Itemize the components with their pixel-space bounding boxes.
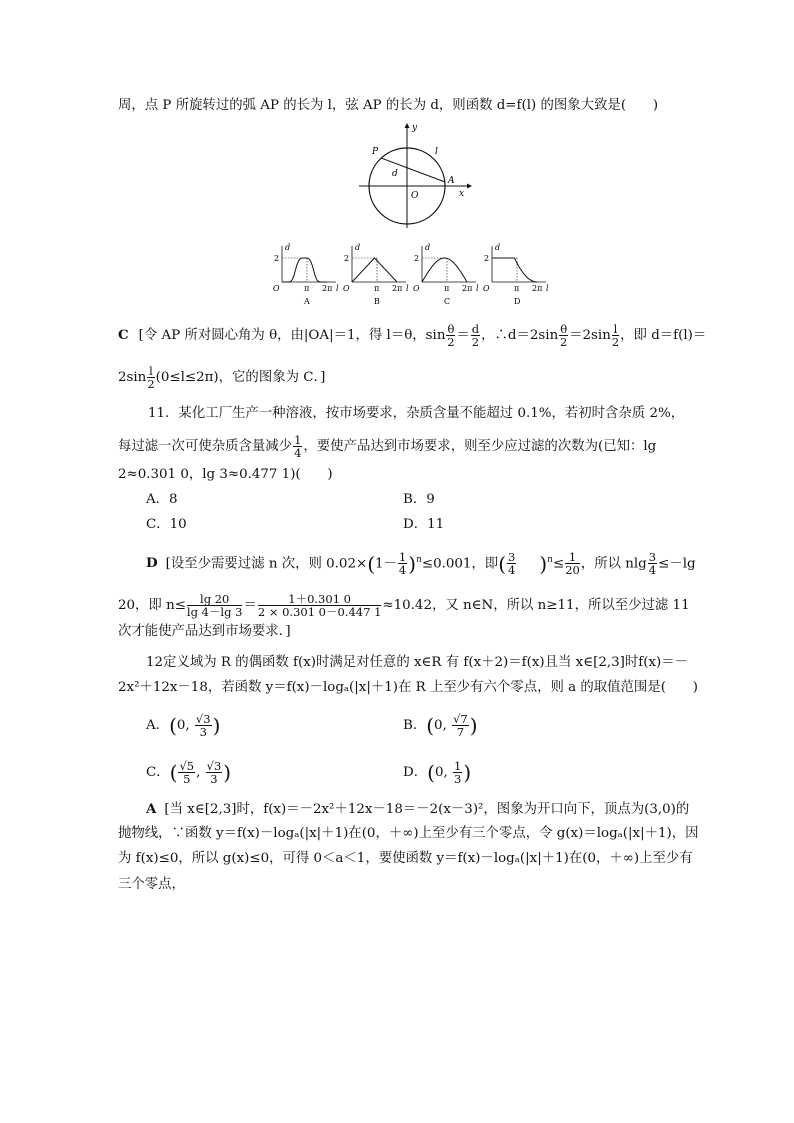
circle-origin-label: O	[411, 191, 419, 201]
q12-answer-letter: A	[146, 801, 157, 817]
q11-ans-text-a: [设至少需要过滤 n 次，则 0.02×	[165, 556, 368, 572]
fraction-theta-2: $\frac{\theta}{2}$	[447, 322, 455, 349]
fraction-numeric: $\frac{1+0.301 0}{2 \times 0.301 0-0.447 1}$	[257, 592, 382, 619]
q11-ans-text-d: ≤－lg	[658, 556, 696, 572]
graph-origin-label: O	[343, 284, 350, 293]
fraction-d-2: $\frac{d}{2}$	[471, 322, 480, 349]
q11-text-a: 每过滤一次可使杂质含量减少	[118, 439, 293, 454]
graph-tick-pi: π	[514, 284, 520, 293]
answer-graph-b	[343, 243, 409, 306]
q11-stem-line2	[118, 434, 656, 459]
q12-answer-line1	[146, 800, 689, 819]
graph-origin-label: O	[273, 284, 280, 293]
one-minus: 1－	[375, 556, 397, 572]
q11-option-b: B．9	[403, 492, 435, 507]
q10-ans-text-e: 2sin	[118, 370, 147, 385]
le-sign: ≤	[552, 556, 565, 572]
graph-letter: A	[304, 297, 310, 306]
q10-ans-text-f: (0≤l≤2π)，它的图象为 C．]	[155, 370, 326, 385]
q12-stem-line1: 12定义域为 R 的偶函数 f(x)时满足对任意的 x∈R 有 f(x＋2)＝f(x)且当 x∈[2,3]时f(x)＝－	[146, 655, 688, 670]
q12-option-a: A．(0, $\frac{√3}{3}$ )	[146, 712, 221, 739]
graph-d-label: d	[355, 243, 361, 252]
fraction-1-4: $\frac{1}{4}$	[294, 433, 302, 460]
q12-option-b: B．(0, $\frac{√7}{7}$ )	[403, 712, 478, 739]
graph-tick-pi: π	[374, 284, 380, 293]
paren-open: (	[367, 551, 375, 576]
graph-tick-pi: π	[444, 284, 450, 293]
fraction-theta-2b: $\frac{\theta}{2}$	[560, 322, 568, 349]
q10-ans-text-b: ，∴d＝2sin	[481, 328, 559, 343]
fraction-1-20: $\frac{1}{20}$	[565, 550, 580, 578]
q11-ans-text-f: ≈10.42，又 n∈N，所以 n≥11，所以至少过滤 11	[382, 598, 690, 613]
answer-graph-a	[273, 243, 339, 306]
q10-ans-text-d: ，即 d＝f(l)＝	[620, 328, 707, 343]
q12-ans-text-1: [当 x∈[2,3]时，f(x)＝－2x²＋12x－18＝－2(x－3)²，图象为开口向下，顶点为(3,0)的	[164, 802, 690, 817]
fraction-3-4: $\frac{3}{4}$	[508, 550, 516, 578]
graph-origin-label: O	[483, 284, 490, 293]
answer-graph-c	[413, 243, 479, 306]
graph-d-label: d	[425, 243, 431, 252]
graph-l-label: l	[336, 284, 339, 293]
graph-tick-2pi: 2π	[462, 284, 473, 293]
graph-l-label: l	[406, 284, 409, 293]
fraction-l-2: $\frac{l}{2}$	[611, 322, 620, 349]
q11-stem-line3: 2≈0.301 0，lg 3≈0.477 1)( )	[118, 467, 333, 482]
graph-tick-2: 2	[484, 254, 490, 263]
q11-ans-text-b: ≤0.001，即	[421, 556, 499, 572]
q12-answer-line2: 抛物线，∵函数 y＝f(x)－logₐ(|x|＋1)在(0，＋∞)上至少有三个零点，令 g(x)＝logₐ(|x|＋1)，因	[118, 826, 699, 841]
q11-option-d: D．11	[403, 517, 445, 532]
q11-ans-text-c: ，所以 nlg	[580, 556, 647, 572]
fraction-3-4b: $\frac{3}{4}$	[648, 550, 657, 578]
eq-sign-2: ＝	[243, 598, 257, 613]
q11-answer-letter: D	[146, 555, 158, 572]
q11-answer-line2	[118, 593, 690, 618]
q10-answer-line2	[118, 365, 325, 390]
q10-ans-text-a: [令 AP 所对圆心角为 θ，由|OA|＝1，得 l＝θ，sin	[138, 328, 446, 343]
arc-l-label: l	[435, 147, 438, 157]
answer-graph-d	[483, 243, 549, 306]
paren-close-2: )	[539, 551, 548, 576]
graph-letter: C	[444, 297, 451, 306]
q10-answer-line1	[118, 323, 706, 348]
graph-tick-2pi: 2π	[392, 284, 403, 293]
q11-text-b: ，要使产品达到市场要求，则至少应过滤的次数为(已知：lg	[303, 439, 657, 454]
circle-x-label: x	[459, 189, 465, 199]
q10-answer-letter: C	[118, 327, 129, 343]
fraction-l-2b: $\frac{l}{2}$	[147, 364, 155, 391]
fraction-lg20: $\frac{\lg 20}{\lg 4-\lg 3}$	[186, 592, 243, 619]
q11-stem-line1: 11．某化工厂生产一种溶液，按市场要求，杂质含量不能超过 0.1%，若初时含杂质 2%，	[148, 406, 685, 421]
graph-letter: B	[374, 297, 380, 306]
graph-tick-2pi: 2π	[532, 284, 543, 293]
graph-l-label: l	[546, 284, 549, 293]
q12-option-d: D．(0, $\frac{1}{3}$ )	[403, 759, 472, 786]
q12-option-c: C．( $\frac{√5}{5}$ , $\frac{√3}{3}$ )	[146, 759, 232, 786]
q11-ans-text-e: 20，即 n≤	[118, 598, 186, 613]
q10-ans-text-c: ＝2sin	[569, 328, 611, 343]
graph-tick-2: 2	[274, 254, 280, 263]
circle-y-label: y	[412, 123, 418, 133]
exponent-n: n	[416, 555, 422, 565]
graph-origin-label: O	[413, 284, 420, 293]
paren-open-2: (	[498, 551, 507, 576]
q11-option-a: A．8	[146, 492, 178, 507]
graph-tick-2: 2	[344, 254, 350, 263]
graph-letter: D	[514, 297, 521, 306]
q12-answer-line4: 三个零点，	[118, 877, 185, 892]
q11-answer-line1	[146, 551, 696, 576]
chord-d-label: d	[392, 169, 398, 179]
exponent-n-2: n	[547, 555, 553, 565]
graph-d-label: d	[285, 243, 291, 252]
q12-answer-line3: 为 f(x)≤0，所以 g(x)≤0，可得 0＜a＜1，要使函数 y＝f(x)－logₐ(|x|＋1)在(0，＋∞)上至少有	[118, 851, 693, 866]
q10-stem: 周，点 P 所旋转过的弧 AP 的长为 l，弦 AP 的长为 d，则函数 d=f(l) 的图象大致是( )	[118, 98, 659, 113]
paren-close: )	[408, 551, 417, 576]
graph-tick-2: 2	[414, 254, 420, 263]
q11-answer-line3: 次才能使产品达到市场要求．]	[118, 624, 291, 639]
q12-stem-line2: 2x²＋12x－18，若函数 y＝f(x)－logₐ(|x|＋1)在 R 上至少有六个零点，则 a 的取值范围是( )	[118, 680, 698, 695]
unit-circle-diagram	[355, 120, 475, 230]
circle-point-a: A	[448, 176, 455, 186]
answer-graphs	[268, 238, 549, 306]
graph-tick-pi: π	[304, 284, 310, 293]
graph-tick-2pi: 2π	[322, 284, 333, 293]
fraction-1-4b: $\frac{1}{4}$	[398, 550, 407, 578]
eq-sign: ＝	[456, 328, 470, 343]
graph-l-label: l	[476, 284, 479, 293]
circle-point-p: P	[372, 147, 379, 157]
q11-option-c: C．10	[146, 517, 187, 532]
graph-d-label: d	[495, 243, 501, 252]
